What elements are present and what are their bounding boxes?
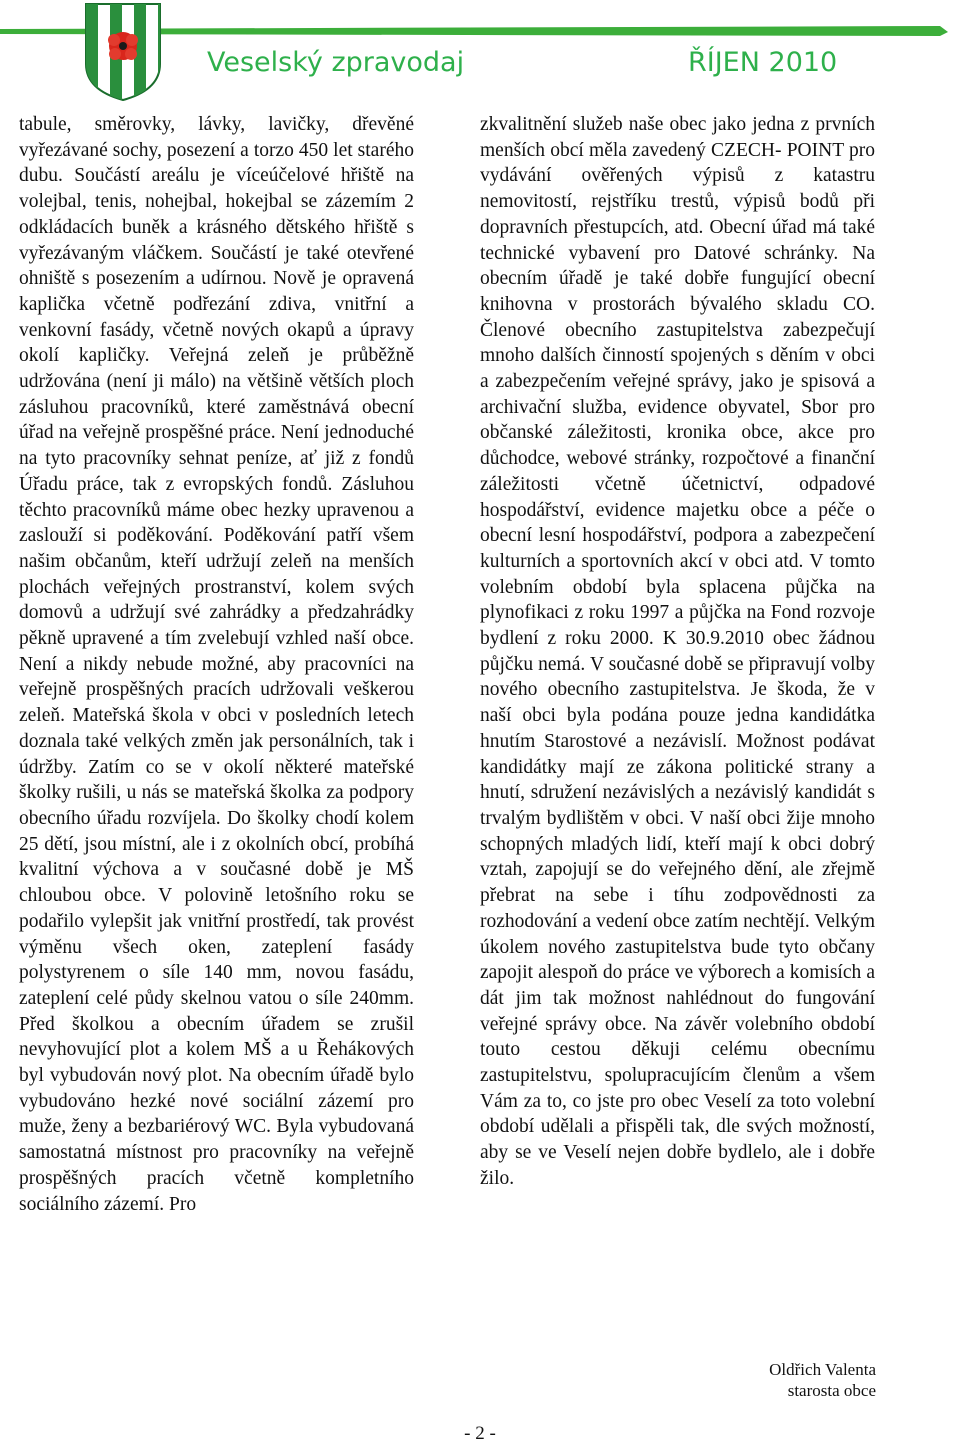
right-column-text: zkvalitnění služeb naše obec jako jedna z prvních menších obcí měla zavedený CZECH- POINT pro vydávání ověřených výpisů z katastru nemovitostí, rejstříku trestů, výpisů bodů při dopravních přestupcích, atd. Obecní úřad má také technické vybavení pro Datové schránky. Na obecním úřadě je také dobře fungující obecní knihovna v prostorách bývalého skladu CO. Členové obecního zastupitelstva zabezpečují mnoho dalších činností spojených s děním v obci a zabezpečením veřejné správy, jako je spisová a archivační služba, evidence obyvatel, Sbor pro občanské záležitosti, kronika obce, akce pro důchodce, webové stránky, rozpočtové a finanční záležitosti včetně účetnictví, odpadové hospodářství, evidence majetku obce a péče o obecní lesní hospodářství, podpora a zabezpečení kulturních a sportovních akcí v obci atd. V tomto volebním období byla splacena půjčka na plynofikaci z roku 1997 a půjčka na Fond rozvoje bydlení z roku 2000. K 30.9.2010 obec žádnou půjčku nemá. V současné době se připravují volby nového obecního zastupitelstva. Je škoda, že v naší obci byla podána pouze jedna kandidátka hnutím Starostové a nezávislí. Možnost podávat kandidátky mají ze zákona politické strany a hnutí, sdružení nezávislých a nezávislý kandidát s trvalým bydlištěm v obci. V naší obci žije mnoho schopných mladých lidí, kteří mají k obci dobrý vztah, zapojují se do veřejného dění, ale zřejmě přebrat na sebe i tíhu zodpovědnosti za rozhodování a vedení obce zatím nechtějí. Velkým úkolem nového zastupitelstva bude tyto občany zapojit alespoň do práce ve výborech a komisích a dát jim tak možnost nahlédnout do fungování veřejné správy obce. Na závěr volebního období touto cestou děkuji celému obecnímu zastupitelstvu, spolupracujícím členům a všem Vám za to, co jste pro obec Veselí za toto volební období udělali a přispěli tak, dle svých možností, aby se ve Veselí nejen dobře bydlelo, ale i dobře žilo. xyxy=(480,114,875,1189)
signature-role: starosta obce xyxy=(787,1381,876,1400)
left-column xyxy=(19,112,414,1217)
issue-date: ŘÍJEN 2010 xyxy=(688,47,838,78)
right-column xyxy=(480,112,875,1192)
signature xyxy=(769,1359,876,1401)
left-column-text: tabule, směrovky, lávky, lavičky, dřevěné vyřezávané sochy, posezení a torzo 450 let starého dubu. Součástí areálu je víceúčelové hřiště na volejbal, tenis, nohejbal, hokejbal se zázemím 2 odkládacích buněk a krásného dětského hřiště s vyřezávaným vláčkem. Součástí je také otevřené ohniště s posezením a udírnou. Nově je opravená kaplička včetně podřezání zdiva, vnitřní a venkovní fasády, včetně nových okapů a úpravy okolí kapličky. Veřejná zeleň je průběžně udržována (není ji málo) na většině větších ploch zásluhou pracovníků, které zaměstnává obecní úřad na veřejně prospěšné práce. Není jednoduché na tyto pracovníky sehnat peníze, ať již z fondů Úřadu práce, tak z evropských fondů. Zásluhou těchto pracovníků máme obec hezky upravenou a zaslouží si poděkování. Poděkování patří všem našim občanům, kteří udržují zeleň na menších plochách veřejných prostranství, kolem svých domovů a udržují své zahrádky a předzahrádky pěkně upravené a tím zvelebují vzhled naší obce. Není a nikdy nebude možné, aby pracovníci na veřejně prospěšných pracích udržovali veškerou zeleň. Mateřská škola v obci v posledních letech doznala také velkých změn jak personálních, tak i údržby. Zatím co se v okolí některé mateřské školky rušili, u nás se mateřská školka za podpory obecního úřadu rozvíjela. Do školky chodí kolem 25 dětí, jsou místní, ale i z okolních obcí, probíhá kvalitní výchova a v současné době je MŠ chloubou obce. V polovině letošního roku se podařilo vylepšit jak vnitřní prostředí, tak provést výměnu všech oken, zateplení fasády polystyrenem o síle 140 mm, novou fasádu, zateplení celé půdy skelnou vatou o síle 240mm. Před školkou a obecním úřadem se zrušil nevyhovující plot a kolem MŠ a u Řehákových byl vybudován nový plot. Na obecním úřadě bylo vybudováno hezké nové sociální zázemí pro muže, ženy a bezbariérový WC. Byla vybudovaná samostatná místnost pro pracovníky na veřejně prospěšných pracích včetně kompletního sociálního zázemí. Pro xyxy=(19,114,414,1215)
page-header xyxy=(0,0,960,100)
coat-of-arms-icon xyxy=(84,2,162,102)
newsletter-title: Veselský zpravodaj xyxy=(207,47,465,78)
page-number: - 2 - xyxy=(464,1423,496,1444)
signature-name: Oldřich Valenta xyxy=(769,1360,876,1379)
